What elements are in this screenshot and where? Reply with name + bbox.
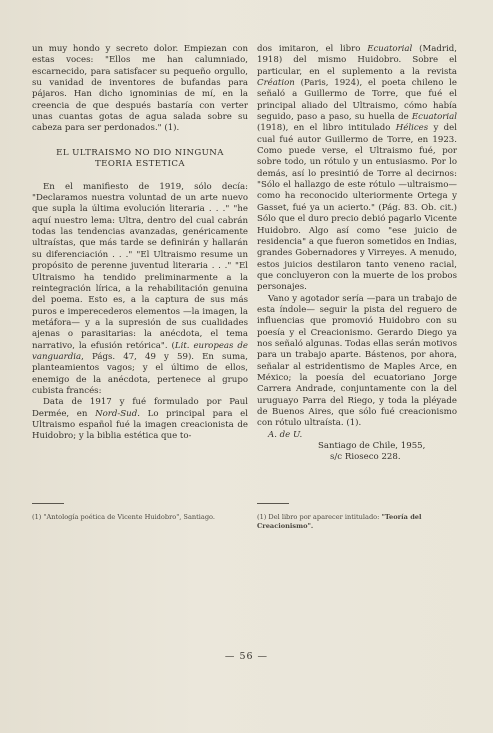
right-p1-text-e: y del cual fué autor Guillermo de Torre, en 1923. Como puede verse, el Ultraismo fué, por sobre todo, un rótulo y un entusiasmo. Por lo demás, así lo presintió de Torre al decirnos: "Sólo el hallazgo de este rótulo —ultraismo— como ha reconocido ulteriormente Ortega y Gasset, fué ya un acierto." (Pág. 83. Ob. cit.) Sólo que el duro precio debió pagarlo Vicente Huidobro. Algo así como "ese juicio de residencia" a que fueron sometidos en Indias, grandes Gobernadores y Virreyes. A menudo, estos juicios destilaron tanto veneno racial, que concluyeron con la muerte de los probos personajes. xyxy=(257,123,457,293)
right-p1-text-a: dos imitaron, el libro xyxy=(257,44,368,54)
footnote-divider-left xyxy=(32,503,64,504)
right-p1-title-1: Ecuatorial xyxy=(367,44,413,54)
right-p1-text-b: (Madrid, 1918) del mismo Huidobro. Sobre el particular, en el suplemento a la revista xyxy=(257,44,457,77)
page-number: — 56 — xyxy=(224,651,269,662)
section-heading xyxy=(32,148,248,170)
left-paragraph-3 xyxy=(32,397,248,442)
left-paragraph-3-title: Nord-Sud xyxy=(95,408,138,419)
right-p1-title-4: Hélices xyxy=(395,123,429,134)
footnote-right xyxy=(257,513,457,531)
footnote-left: (1) "Antología poética de Vicente Huidobro", Santiago. xyxy=(32,513,215,521)
left-paragraph-3-text-a: Data de 1917 y fué formulado por Paul Dermée, en xyxy=(32,397,248,419)
left-paragraph-3-text-b: . Lo principal para el Ultraismo español fué la imagen creacionista de Huidobro; y la biblia estética que to- xyxy=(32,408,248,442)
right-column xyxy=(257,44,457,464)
right-p1-text-d: (1918), en el libro intitulado xyxy=(257,123,396,134)
right-p1-text-c: (Paris, 1924), el poeta chileno le señaló a Guillermo de Torre, que fué el principal aliado del Ultraismo, cómo había seguido, paso a paso, su huella de xyxy=(257,78,457,123)
left-paragraph-2-title: Lit. europeas de vanguardia xyxy=(32,340,248,362)
footnote-right-text: (1) Del libro por aparecer intitulado: xyxy=(257,513,382,521)
right-p1-title-2: Création xyxy=(257,78,295,89)
footnote-divider-right xyxy=(257,503,289,504)
left-paragraph-2-text-b: , Págs. 47, 49 y 59). En suma, planteamientos vagos; y el último de ellos, enemigo de la anécdota, pertenece al grupo cubista francés: xyxy=(32,351,248,396)
footnote-right-title: "Teoría del Creacionismo". xyxy=(257,513,422,530)
place-line: Santiago de Chile, 1955, xyxy=(318,441,426,452)
right-paragraph-2: Vano y agotador sería —para un trabajo de esta índole— seguir la pista del reguero de influencias que promovió Huidobro con su poesía y el Creacionismo. Gerardo Diego ya nos señaló algunas. Todas ellas serán motivos para un trabajo aparte. Bástenos, por ahora, señalar al estridentismo de Maples Arce, en México; la poesía del ecuatoriano Jorge Carrera Andrade, conjuntamente con la del uruguayo Parra del Riego, y toda la pléyade de Buenos Aires, que sólo fué creacionismo con rótulo ultraísta. (1). xyxy=(257,293,457,429)
left-paragraph-2 xyxy=(32,182,248,398)
address-line: s/c Rioseco 228. xyxy=(330,452,401,463)
left-paragraph-1: un muy hondo y secreto dolor. Empiezan con estas voces: "Ellos me han calumniado, escarnecido, para satisfacer su pequeño orgullo, su vanidad de inventores de bufandas para pájaros. Han dicho ignominias de mí, en la creencia de que después bastaría con verter unas cuantas gotas de agua salada sobre su cabeza para ser perdonados." (1). xyxy=(32,44,248,134)
right-p1-title-3: Ecuatorial xyxy=(411,112,457,123)
section-heading-line-2: TEORIA ESTETICA xyxy=(95,158,185,169)
left-paragraph-2-text-a: En el manifiesto de 1919, sólo decía: "Declaramos nuestra voluntad de un arte nuevo que supla la última evolución literaria . . ." "he aquí nuestro lema: Ultra, dentro del cual cabrán todas las tendencias avanzadas, genéricamente ultraístas, que más tarde se definirán y hallarán su diferenciación . . ." "El Ultraismo resume un propósito de perenne juventud literaria . . ." "El Ultraismo ha tendido preliminarmente a la reintegración lírica, a la rehabilitación genuina del poema. Esto es, a la captura de sus más puros e imperecederos elementos —la imagen, la metáfora— y a la supresión de sus cualidades ajenas o parasitarias: la anécdota, el tema narrativo, la efusión retórica". ( xyxy=(32,181,248,351)
left-column xyxy=(32,44,248,443)
section-heading-line-1: EL ULTRAISMO NO DIO NINGUNA xyxy=(56,147,224,158)
right-paragraph-1 xyxy=(257,44,457,294)
author-signature: A. de U. xyxy=(268,429,303,440)
